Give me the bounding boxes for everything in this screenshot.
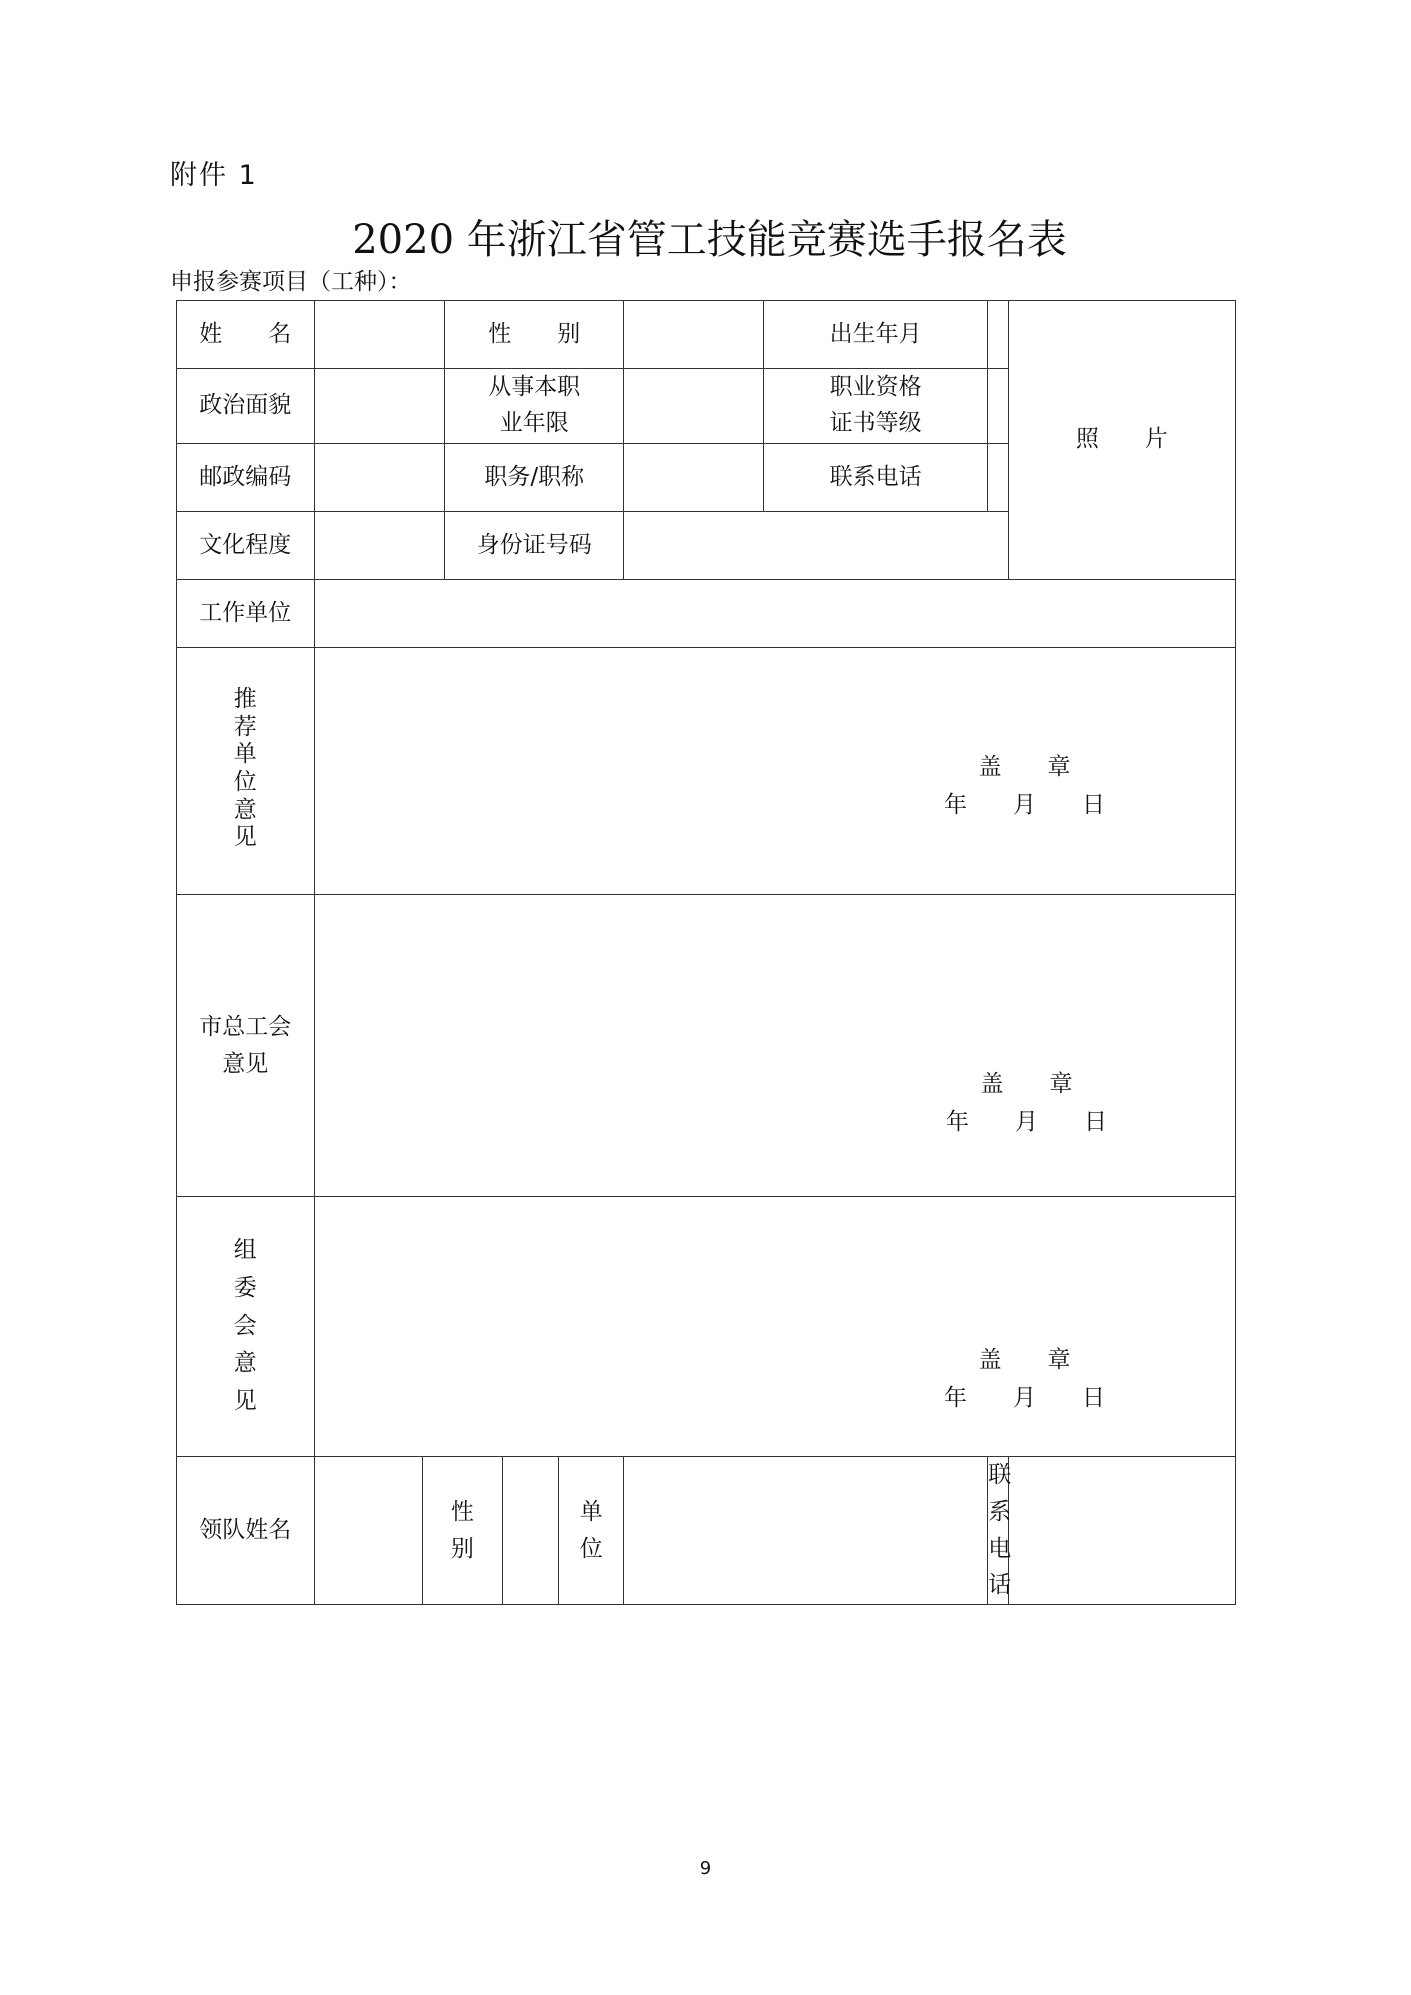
cert-label-line2: 证书等级	[829, 410, 922, 436]
years-label-line1: 从事本职	[488, 374, 581, 401]
years-label	[445, 369, 624, 444]
phone-field[interactable]	[988, 444, 1008, 512]
recommend-char: 见	[233, 824, 257, 851]
id-number-field[interactable]	[624, 512, 1008, 580]
workplace-label: 工作单位	[177, 580, 315, 648]
id-number-label: 身份证号码	[445, 512, 624, 580]
workplace-field[interactable]	[314, 580, 1235, 648]
leader-gender-field[interactable]	[503, 1457, 559, 1605]
leader-unit-char: 位	[579, 1535, 603, 1562]
committee-field[interactable]	[314, 1197, 1235, 1457]
stamp-label: 盖 章	[978, 754, 1071, 780]
political-field[interactable]	[314, 369, 444, 444]
postcode-field[interactable]	[314, 444, 444, 512]
page-number: 9	[699, 1858, 712, 1879]
leader-unit-label	[559, 1457, 624, 1605]
committee-char: 见	[233, 1388, 257, 1415]
date-label: 年 月 日	[944, 792, 1105, 818]
birth-field[interactable]	[988, 301, 1008, 369]
recommend-char: 位	[233, 768, 257, 795]
form-title: 2020 年浙江省管工技能竞赛选手报名表	[352, 217, 1067, 263]
years-field[interactable]	[624, 369, 764, 444]
leader-phone-label	[988, 1457, 1012, 1605]
attachment-label: 附件 1	[170, 160, 258, 191]
position-field[interactable]	[624, 444, 764, 512]
recommend-char: 意	[233, 796, 257, 823]
leader-unit-field[interactable]	[624, 1457, 988, 1605]
recommend-char: 推	[233, 686, 257, 713]
leader-gender-char: 别	[450, 1535, 474, 1562]
city-union-field[interactable]	[314, 895, 1235, 1197]
date-label: 年 月 日	[944, 1385, 1105, 1411]
postcode-label: 邮政编码	[177, 444, 315, 512]
leader-gender-char: 性	[450, 1498, 474, 1525]
gender-label: 性 别	[445, 301, 624, 369]
recommend-stamp	[944, 748, 1105, 824]
date-label: 年 月 日	[946, 1109, 1107, 1135]
name-field[interactable]	[314, 301, 444, 369]
committee-char: 意	[233, 1350, 257, 1377]
recommend-label	[177, 648, 315, 895]
stamp-label: 盖 章	[978, 1347, 1071, 1373]
committee-stamp	[944, 1341, 1105, 1417]
committee-char: 组	[233, 1236, 257, 1263]
leader-phone-line1: 联系	[988, 1462, 1012, 1525]
project-label: 申报参赛项目（工种）：	[170, 269, 412, 295]
photo-cell[interactable]	[1008, 301, 1235, 580]
phone-label: 联系电话	[764, 444, 988, 512]
gender-field[interactable]	[624, 301, 764, 369]
committee-char: 委	[233, 1274, 257, 1301]
leader-phone-field[interactable]	[1008, 1457, 1235, 1605]
cert-field[interactable]	[988, 369, 1008, 444]
leader-gender-label	[422, 1457, 503, 1605]
recommend-field[interactable]	[314, 648, 1235, 895]
committee-label	[177, 1197, 315, 1457]
leader-unit-char: 单	[579, 1498, 603, 1525]
leader-phone-line2: 电话	[988, 1535, 1012, 1599]
education-label: 文化程度	[177, 512, 315, 580]
recommend-char: 荐	[233, 713, 257, 740]
city-union-stamp	[946, 1065, 1107, 1141]
city-union-line1: 市总工会	[199, 1013, 292, 1040]
political-label: 政治面貌	[177, 369, 315, 444]
name-label: 姓 名	[177, 301, 315, 369]
city-union-label	[177, 895, 315, 1197]
position-label: 职务/职称	[445, 444, 624, 512]
cert-label-line1: 职业资格	[829, 374, 922, 401]
registration-table	[176, 300, 1236, 1605]
years-label-line2: 业年限	[499, 410, 569, 436]
committee-char: 会	[233, 1312, 257, 1339]
cert-label	[764, 369, 988, 444]
city-union-line2: 意见	[222, 1050, 269, 1077]
stamp-label: 盖 章	[980, 1071, 1073, 1097]
leader-name-label: 领队姓名	[177, 1457, 315, 1605]
birth-label: 出生年月	[764, 301, 988, 369]
photo-label: 照 片	[1075, 426, 1168, 453]
education-field[interactable]	[314, 512, 444, 580]
recommend-char: 单	[233, 741, 257, 768]
leader-name-field[interactable]	[314, 1457, 422, 1605]
